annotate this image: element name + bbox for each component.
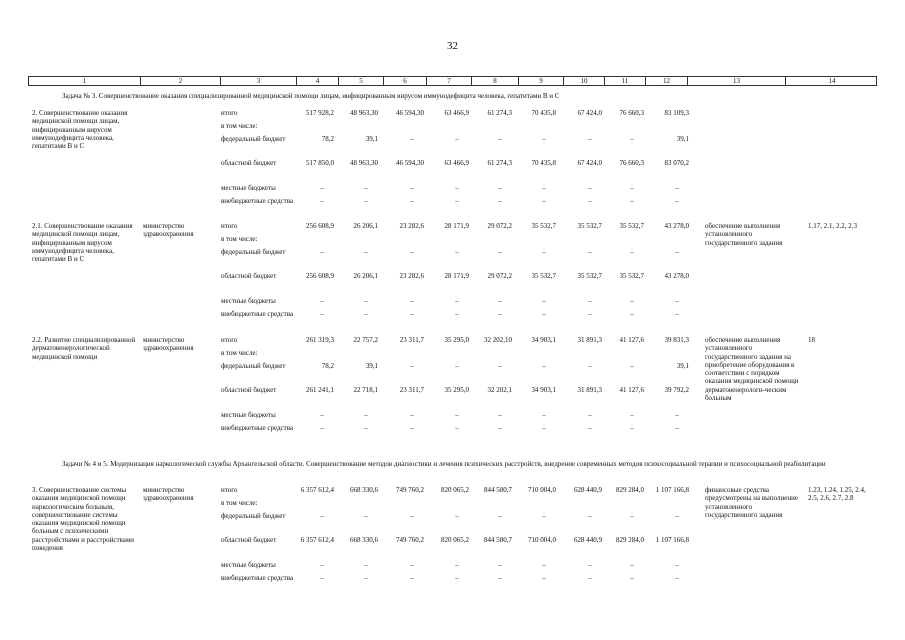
value-cell: 22 718,1 xyxy=(353,386,378,394)
value-cell: – xyxy=(542,297,546,305)
value-cell: 43 278,0 xyxy=(664,272,689,280)
value-cell: – xyxy=(320,512,324,520)
value-cell: – xyxy=(588,512,592,520)
value-cell: – xyxy=(320,184,324,192)
value-cell: – xyxy=(455,184,459,192)
value-cell: 34 903,1 xyxy=(531,336,556,344)
header-col-8: 8 xyxy=(471,77,518,85)
value-cell: 39,1 xyxy=(676,135,689,143)
funding-source: в том числе: xyxy=(221,235,258,243)
value-cell: – xyxy=(455,310,459,318)
value-cell: 23 282,6 xyxy=(399,272,424,280)
funding-source: местные бюджеты xyxy=(221,561,276,569)
value-cell: 32 202,1 xyxy=(487,386,512,394)
value-cell: – xyxy=(410,310,414,318)
value-cell: – xyxy=(498,424,502,432)
value-cell: 28 171,9 xyxy=(444,272,469,280)
value-cell: 628 440,9 xyxy=(574,486,602,494)
value-cell: – xyxy=(588,561,592,569)
value-cell: 749 760,2 xyxy=(396,536,424,544)
value-cell: – xyxy=(498,248,502,256)
header-col-12: 12 xyxy=(645,77,687,85)
value-cell: – xyxy=(364,574,368,582)
value-cell: – xyxy=(455,411,459,419)
value-cell: – xyxy=(630,197,634,205)
value-cell: 35 532,7 xyxy=(619,222,644,230)
value-cell: – xyxy=(630,297,634,305)
value-cell: 22 757,2 xyxy=(353,336,378,344)
value-cell: – xyxy=(455,512,459,520)
value-cell: – xyxy=(588,184,592,192)
section-result: обеспечение выполнения установленного государственного задания xyxy=(705,222,783,247)
value-cell: 83 109,3 xyxy=(664,109,689,117)
value-cell: – xyxy=(455,424,459,432)
value-cell: – xyxy=(498,197,502,205)
funding-source: итого xyxy=(221,109,238,117)
value-cell: – xyxy=(542,310,546,318)
value-cell: 710 004,0 xyxy=(528,486,556,494)
value-cell: – xyxy=(320,197,324,205)
section-executor: министерство здравоохранения xyxy=(143,486,194,503)
task-3-title: Задача № 3. Совершенствование оказания специализированной медицинской помощи лицам, инфицированным вирусом иммунодефицита человека, гепатитами В и С xyxy=(62,92,560,100)
value-cell: – xyxy=(630,248,634,256)
value-cell: – xyxy=(675,297,679,305)
value-cell: – xyxy=(588,297,592,305)
value-cell: 23 311,7 xyxy=(399,386,424,394)
value-cell: – xyxy=(320,561,324,569)
value-cell: 261 241,1 xyxy=(306,386,334,394)
value-cell: 749 760,2 xyxy=(396,486,424,494)
header-col-11: 11 xyxy=(604,77,645,85)
value-cell: 29 072,2 xyxy=(487,272,512,280)
value-cell: 83 070,2 xyxy=(664,159,689,167)
value-cell: 829 284,0 xyxy=(616,486,644,494)
value-cell: 39,1 xyxy=(676,362,689,370)
value-cell: 48 963,30 xyxy=(350,109,378,117)
funding-source: внебюджетные средства xyxy=(221,197,294,205)
value-cell: – xyxy=(675,411,679,419)
value-cell: 710 004,0 xyxy=(528,536,556,544)
value-cell: – xyxy=(364,424,368,432)
value-cell: – xyxy=(364,561,368,569)
task-4-5-title: Задачи № 4 и 5. Модернизация наркологической службы Архангельской области. Совершенствование методов диагностики и лечения психических расстройств, внедрение современных методов психосоциальной терапии и психосоциальной реабилитации xyxy=(62,460,826,468)
value-cell: – xyxy=(410,362,414,370)
value-cell: 35 532,7 xyxy=(531,222,556,230)
value-cell: – xyxy=(364,512,368,520)
section-result: финансовые средства предусмотрены на выполнение установленного государственного задания xyxy=(705,486,798,519)
value-cell: – xyxy=(630,362,634,370)
value-cell: – xyxy=(455,574,459,582)
value-cell: 517 928,2 xyxy=(306,109,334,117)
value-cell: 63 466,9 xyxy=(444,109,469,117)
funding-source: внебюджетные средства xyxy=(221,574,294,582)
value-cell: 34 903,1 xyxy=(531,386,556,394)
funding-source: областной бюджет xyxy=(221,536,277,544)
header-col-7: 7 xyxy=(426,77,471,85)
value-cell: 1 107 166,8 xyxy=(655,486,689,494)
value-cell: 76 660,3 xyxy=(619,159,644,167)
value-cell: – xyxy=(588,574,592,582)
value-cell: – xyxy=(498,310,502,318)
value-cell: 35 532,7 xyxy=(577,222,602,230)
value-cell: 1 107 166,8 xyxy=(655,536,689,544)
value-cell: 256 608,9 xyxy=(306,272,334,280)
value-cell: 39 831,3 xyxy=(664,336,689,344)
funding-source: итого xyxy=(221,222,238,230)
value-cell: 35 532,7 xyxy=(577,272,602,280)
value-cell: – xyxy=(410,424,414,432)
value-cell: – xyxy=(630,135,634,143)
value-cell: 67 424,0 xyxy=(577,159,602,167)
value-cell: 63 466,9 xyxy=(444,159,469,167)
value-cell: 31 891,3 xyxy=(577,336,602,344)
funding-source: в том числе: xyxy=(221,499,258,507)
value-cell: – xyxy=(498,297,502,305)
funding-source: внебюджетные средства xyxy=(221,424,294,432)
header-col-6: 6 xyxy=(383,77,426,85)
value-cell: 28 171,9 xyxy=(444,222,469,230)
value-cell: 829 284,0 xyxy=(616,536,644,544)
value-cell: 517 850,0 xyxy=(306,159,334,167)
value-cell: – xyxy=(675,574,679,582)
funding-source: итого xyxy=(221,336,238,344)
value-cell: 41 127,6 xyxy=(619,386,644,394)
value-cell: 76 660,3 xyxy=(619,109,644,117)
value-cell: – xyxy=(498,411,502,419)
funding-source: в том числе: xyxy=(221,349,258,357)
value-cell: – xyxy=(320,424,324,432)
value-cell: – xyxy=(542,184,546,192)
value-cell: – xyxy=(455,197,459,205)
value-cell: – xyxy=(675,424,679,432)
value-cell: 256 608,9 xyxy=(306,222,334,230)
value-cell: – xyxy=(675,561,679,569)
value-cell: – xyxy=(455,248,459,256)
value-cell: 35 295,0 xyxy=(444,386,469,394)
value-cell: – xyxy=(542,362,546,370)
funding-source: федеральный бюджет xyxy=(221,248,286,256)
value-cell: – xyxy=(498,184,502,192)
value-cell: 35 532,7 xyxy=(619,272,644,280)
value-cell: 6 357 612,4 xyxy=(300,486,334,494)
value-cell: – xyxy=(410,184,414,192)
value-cell: 70 435,8 xyxy=(531,109,556,117)
value-cell: – xyxy=(455,362,459,370)
value-cell: – xyxy=(320,297,324,305)
header-col-1: 1 xyxy=(82,77,87,85)
value-cell: – xyxy=(455,561,459,569)
value-cell: – xyxy=(498,512,502,520)
value-cell: – xyxy=(588,248,592,256)
value-cell: – xyxy=(410,411,414,419)
header-col-2: 2 xyxy=(140,77,220,85)
funding-source: федеральный бюджет xyxy=(221,362,286,370)
value-cell: 6 357 612,4 xyxy=(300,536,334,544)
value-cell: – xyxy=(320,411,324,419)
value-cell: – xyxy=(675,248,679,256)
header-col-3: 3 xyxy=(220,77,296,85)
value-cell: 48 963,30 xyxy=(350,159,378,167)
section-name: 2. Совершенствование оказания медицинской помощи лицам, инфицированным вирусом иммунодефицита человека, гепатитами В и С xyxy=(32,109,128,150)
value-cell: – xyxy=(498,574,502,582)
value-cell: 668 330,6 xyxy=(350,536,378,544)
value-cell: – xyxy=(364,297,368,305)
value-cell: – xyxy=(498,561,502,569)
value-cell: – xyxy=(410,512,414,520)
value-cell: – xyxy=(320,574,324,582)
value-cell: – xyxy=(630,310,634,318)
value-cell: 78,2 xyxy=(321,135,334,143)
value-cell: 41 127,6 xyxy=(619,336,644,344)
value-cell: 43 278,0 xyxy=(664,222,689,230)
section-refs: 18 xyxy=(808,336,815,344)
value-cell: – xyxy=(455,297,459,305)
section-name: 2.1. Совершенствование оказания медицинской помощи лицам, инфицированным вирусом иммунодефицита человека, гепатитами В и С xyxy=(32,222,133,263)
value-cell: – xyxy=(675,310,679,318)
value-cell: 820 065,2 xyxy=(441,536,469,544)
funding-source: федеральный бюджет xyxy=(221,135,286,143)
value-cell: – xyxy=(320,310,324,318)
funding-source: местные бюджеты xyxy=(221,184,276,192)
value-cell: – xyxy=(542,248,546,256)
value-cell: 844 580,7 xyxy=(484,536,512,544)
value-cell: – xyxy=(542,135,546,143)
value-cell: – xyxy=(364,184,368,192)
value-cell: – xyxy=(588,135,592,143)
value-cell: – xyxy=(630,184,634,192)
value-cell: – xyxy=(630,561,634,569)
funding-source: федеральный бюджет xyxy=(221,512,286,520)
value-cell: 29 072,2 xyxy=(487,222,512,230)
value-cell: – xyxy=(588,411,592,419)
value-cell: 46 594,30 xyxy=(396,159,424,167)
value-cell: – xyxy=(364,411,368,419)
value-cell: 39 792,2 xyxy=(664,386,689,394)
value-cell: – xyxy=(675,184,679,192)
value-cell: – xyxy=(630,574,634,582)
header-col-13: 13 xyxy=(687,77,785,85)
value-cell: 35 295,0 xyxy=(444,336,469,344)
value-cell: – xyxy=(675,197,679,205)
value-cell: – xyxy=(588,362,592,370)
header-col-9: 9 xyxy=(518,77,563,85)
value-cell: – xyxy=(364,310,368,318)
value-cell: 61 274,3 xyxy=(487,159,512,167)
header-col-5: 5 xyxy=(338,77,383,85)
funding-source: областной бюджет xyxy=(221,386,277,394)
value-cell: – xyxy=(630,512,634,520)
value-cell: 31 891,3 xyxy=(577,386,602,394)
value-cell: 844 580,7 xyxy=(484,486,512,494)
value-cell: – xyxy=(410,135,414,143)
value-cell: 78,2 xyxy=(321,362,334,370)
section-executor: министерство здравоохранения xyxy=(143,336,194,353)
value-cell: – xyxy=(630,424,634,432)
value-cell: – xyxy=(320,248,324,256)
value-cell: 39,1 xyxy=(365,362,378,370)
value-cell: 32 202,10 xyxy=(484,336,512,344)
section-refs: 1.23, 1.24, 1.25, 2.4, 2.5, 2.6, 2.7, 2.8 xyxy=(808,486,866,503)
value-cell: – xyxy=(410,297,414,305)
value-cell: 26 206,1 xyxy=(353,272,378,280)
section-result: обеспечение выполнения установленного государственного задания на приобретение оборудования в соответствии с порядком оказания медицинской помощи дерматовенерологи-ческим больным xyxy=(705,336,799,402)
value-cell: 261 319,3 xyxy=(306,336,334,344)
funding-source: внебюджетные средства xyxy=(221,310,294,318)
value-cell: 46 594,30 xyxy=(396,109,424,117)
header-col-4: 4 xyxy=(296,77,338,85)
header-col-14: 14 xyxy=(785,77,878,85)
value-cell: 39,1 xyxy=(365,135,378,143)
value-cell: 61 274,3 xyxy=(487,109,512,117)
value-cell: – xyxy=(542,512,546,520)
value-cell: – xyxy=(364,197,368,205)
section-name: 3. Совершенствование системы оказания медицинской помощи наркологическим больным, совершенствование системы оказания медицинской помощи больным с психическими расстройствами и расстройствами поведения xyxy=(32,486,134,552)
funding-source: в том числе: xyxy=(221,122,258,130)
value-cell: 26 206,1 xyxy=(353,222,378,230)
section-refs: 1.17, 2.1, 2.2, 2.3 xyxy=(808,222,857,230)
value-cell: 67 424,0 xyxy=(577,109,602,117)
value-cell: 70 435,8 xyxy=(531,159,556,167)
header-col-10: 10 xyxy=(563,77,604,85)
value-cell: – xyxy=(410,197,414,205)
page-number: 32 xyxy=(447,40,458,52)
section-name: 2.2. Развитие специализированной дерматовенерологической медицинской помощи xyxy=(32,336,136,361)
value-cell: 628 440,9 xyxy=(574,536,602,544)
section-executor: министерство здравоохранения xyxy=(143,222,194,239)
value-cell: – xyxy=(542,197,546,205)
value-cell: – xyxy=(542,561,546,569)
value-cell: – xyxy=(455,135,459,143)
value-cell: – xyxy=(588,310,592,318)
value-cell: – xyxy=(675,512,679,520)
value-cell: – xyxy=(630,411,634,419)
value-cell: 23 311,7 xyxy=(399,336,424,344)
value-cell: – xyxy=(410,574,414,582)
value-cell: – xyxy=(542,411,546,419)
value-cell: – xyxy=(542,574,546,582)
value-cell: – xyxy=(588,424,592,432)
value-cell: – xyxy=(542,424,546,432)
value-cell: – xyxy=(588,197,592,205)
funding-source: местные бюджеты xyxy=(221,297,276,305)
value-cell: – xyxy=(498,135,502,143)
value-cell: 35 532,7 xyxy=(531,272,556,280)
value-cell: 668 330,6 xyxy=(350,486,378,494)
value-cell: 820 065,2 xyxy=(441,486,469,494)
value-cell: – xyxy=(364,248,368,256)
value-cell: – xyxy=(410,248,414,256)
value-cell: – xyxy=(410,561,414,569)
funding-source: итого xyxy=(221,486,238,494)
value-cell: – xyxy=(498,362,502,370)
funding-source: местные бюджеты xyxy=(221,411,276,419)
value-cell: 23 282,6 xyxy=(399,222,424,230)
table-header-row xyxy=(28,76,877,86)
funding-source: областной бюджет xyxy=(221,159,277,167)
funding-source: областной бюджет xyxy=(221,272,277,280)
